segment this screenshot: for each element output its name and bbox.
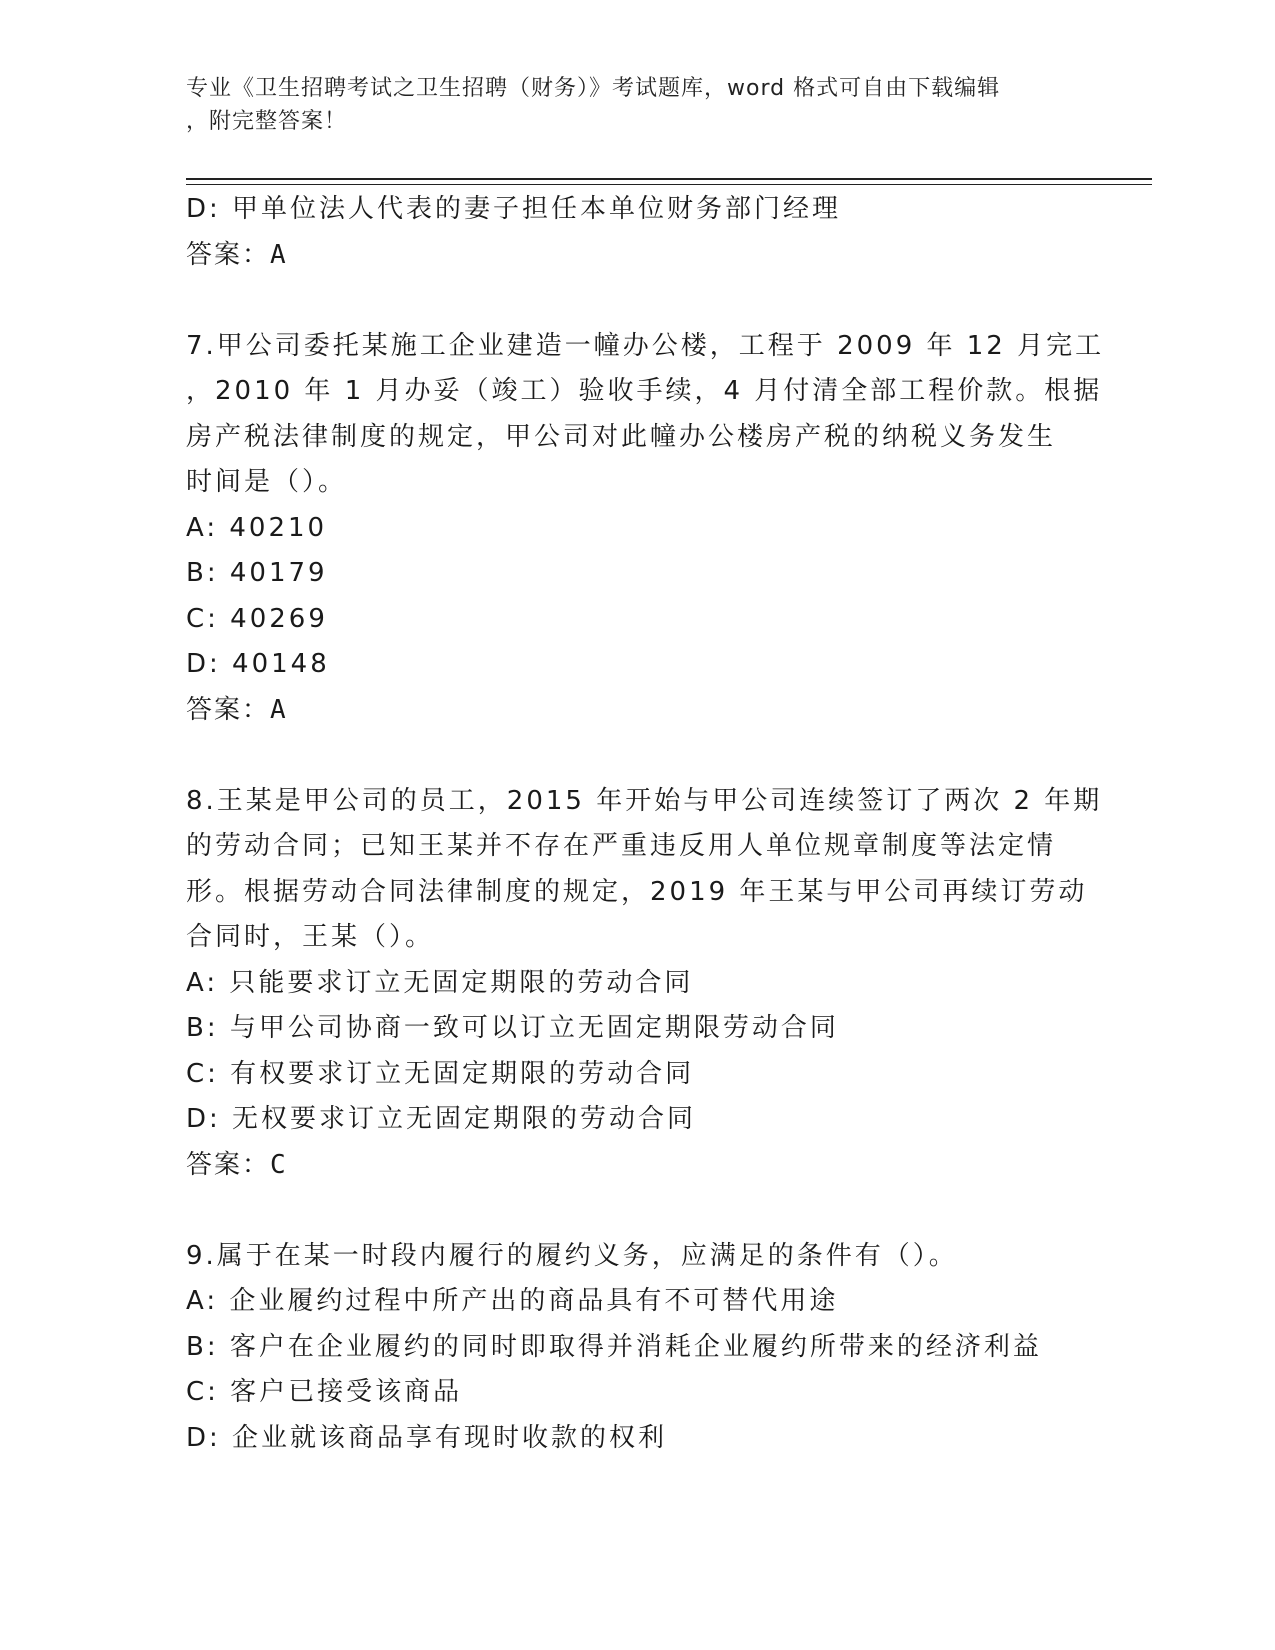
document-body: [186, 187, 1105, 1461]
question-8-stem-line: 形。根据劳动合同法律制度的规定，2019 年王某与甲公司再续订劳动: [186, 876, 1088, 907]
question-7-stem-line: ，2010 年 1 月办妥（竣工）验收手续，4 月付清全部工程价款。根据: [186, 376, 1103, 406]
prev-option-d: D: 甲单位法人代表的妻子担任本单位财务部门经理: [186, 194, 842, 224]
question-8: [186, 779, 1103, 961]
question-7-answer: [186, 688, 1066, 734]
question-7: [186, 324, 1105, 506]
prev-answer: [186, 233, 1066, 279]
spacer: [186, 733, 1066, 779]
question-8-option-b: B: 与甲公司协商一致可以订立无固定期限劳动合同: [186, 1013, 839, 1043]
question-8-answer: [186, 1143, 1066, 1189]
question-8-stem-line: 的劳动合同；已知王某并不存在严重违反用人单位规章制度等法定情: [186, 831, 1057, 861]
header-line-2: ，附完整答案！: [186, 109, 348, 134]
answer-label: 答案：: [186, 694, 271, 725]
answer-label: 答案：: [186, 1149, 271, 1180]
question-7-stem-line: 7.甲公司委托某施工企业建造一幢办公楼，工程于 2009 年 12 月完工: [186, 330, 1105, 361]
question-8-option-c: C: 有权要求订立无固定期限的劳动合同: [186, 1058, 695, 1089]
question-9-option-b: B: 客户在企业履约的同时即取得并消耗企业履约所带来的经济利益: [186, 1331, 1042, 1362]
question-8-stem-line: 合同时，王某（）。: [186, 922, 435, 952]
answer-value: A: [270, 694, 288, 725]
answer-label: 答案：: [186, 239, 271, 270]
question-7-option-b: B: 40179: [186, 558, 328, 588]
question-9: [186, 1234, 1066, 1280]
spacer: [186, 1188, 1066, 1234]
question-8-option-a: A: 只能要求订立无固定期限的劳动合同: [186, 967, 694, 998]
answer-value: A: [270, 239, 288, 270]
question-9-option-a: A: 企业履约过程中所产出的商品具有不可替代用途: [186, 1286, 839, 1316]
header-line-1: 专业《卫生招聘考试之卫生招聘（财务）》考试题库，word 格式可自由下载编辑: [186, 76, 1001, 101]
answer-value: C: [270, 1149, 288, 1180]
question-9-option-d: D: 企业就该商品享有现时收款的权利: [186, 1422, 668, 1453]
question-9-option-c: C: 客户已接受该商品: [186, 1377, 463, 1407]
question-7-stem-line: 房产税法律制度的规定，甲公司对此幢办公楼房产税的纳税义务发生: [186, 421, 1057, 452]
question-8-stem-line: 8.王某是甲公司的员工，2015 年开始与甲公司连续签订了两次 2 年期: [186, 785, 1103, 816]
spacer: [186, 278, 1066, 324]
page-header: [186, 72, 1066, 138]
question-8-option-d: D: 无权要求订立无固定期限的劳动合同: [186, 1104, 697, 1134]
header-rule-thick: [186, 178, 1152, 180]
header-rule-thin: [186, 184, 1152, 185]
question-7-option-c: C: 40269: [186, 603, 328, 634]
question-9-stem-line: 9.属于在某一时段内履行的履约义务，应满足的条件有（）。: [186, 1240, 958, 1271]
question-7-option-d: D: 40148: [186, 649, 330, 679]
question-7-option-a: A: 40210: [186, 512, 328, 543]
question-7-stem-line: 时间是（）。: [186, 467, 348, 497]
